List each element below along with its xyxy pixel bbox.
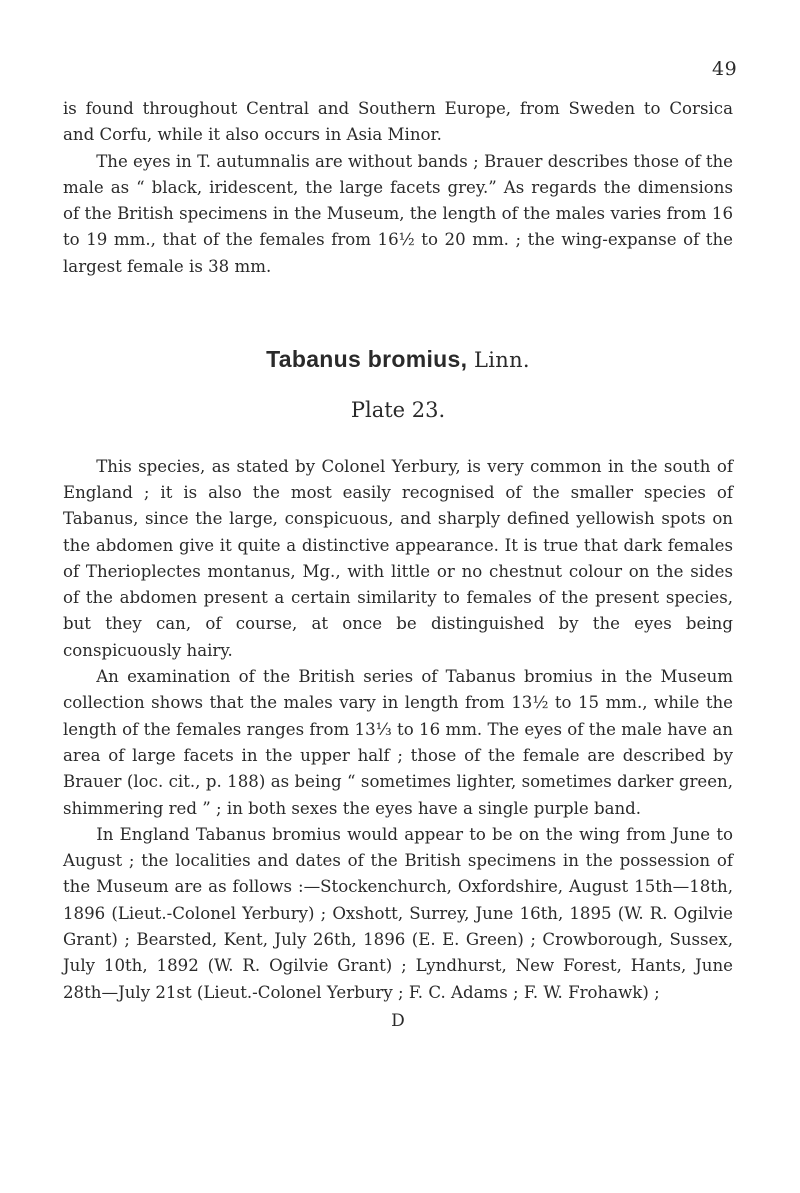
paragraph-localities: In England Tabanus bromius would appear to be on the wing from June to August ; the localities and dates of the British specimens in the possession of the Museum are as follows :—Stockenchurch, Oxfordshire, August 15th—18th, 1896 (Lieut.-Colonel Yerbury) ; Oxshott, Surrey, June 16th, 1895 (W. R. Ogilvie Grant) ; Bearsted, Kent, July 26th, 1896 (E. E. Green) ; Crowborough, Sussex, July 10th, 1892 (W. R. Ogilvie Grant) ; Lyndhurst, New Forest, Hants, June 28th—July 21st (Lieut.-Colonel Yerbury ; F. C. Adams ; F. W. Frohawk) ;: [63, 824, 733, 1002]
plate-label: Plate 23.: [350, 398, 446, 423]
signature-mark: D: [391, 1010, 405, 1031]
paragraph-dimensions: An examination of the British series of Tabanus bromius in the Museum collection shows that the males vary in length from 13½ to 15 mm., while the length of the females ranges from 13⅓ to 16 mm. The eyes of the male have an area of large facets in the upper half ; those of the female are described by Brauer (loc. cit., p. 188) as being “ sometimes lighter, sometimes darker green, shimmering red ” ; in both sexes the eyes have a single purple band.: [63, 667, 733, 818]
paragraph-autumnalis-eyes: The eyes in T. autumnalis are without bands ; Brauer describes those of the male as “ black, iridescent, the large facets grey.” As regards the dimensions of the British specimens in the Museum, the length of the males varies from 16 to 19 mm., that of the females from 16½ to 20 mm. ; the wing-expanse of the largest female is 38 mm.: [63, 151, 733, 276]
paragraph-species-description: This species, as stated by Colonel Yerbury, is very common in the south of England ; it is also the most easily recognised of the smaller species of Tabanus, since the large, conspicuous, and sharply defined yellowish spots on the abdomen give it quite a distinctive appearance. It is true that dark females of Therioplectes montanus, Mg., with little or no chestnut colour on the sides of the abdomen present a certain similarity to females of the present species, but they can, of course, at once be distinguished by the eyes being conspicuously hairy.: [63, 456, 733, 660]
species-heading: [63, 346, 733, 373]
species-name: Tabanus bromius,: [266, 346, 468, 373]
page-number: 49: [712, 58, 738, 80]
species-author: Linn.: [474, 348, 530, 373]
page-body: [63, 96, 733, 1034]
paragraph-continuation: is found throughout Central and Southern Europe, from Sweden to Corsica and Corfu, while it also occurs in Asia Minor.: [63, 99, 733, 145]
